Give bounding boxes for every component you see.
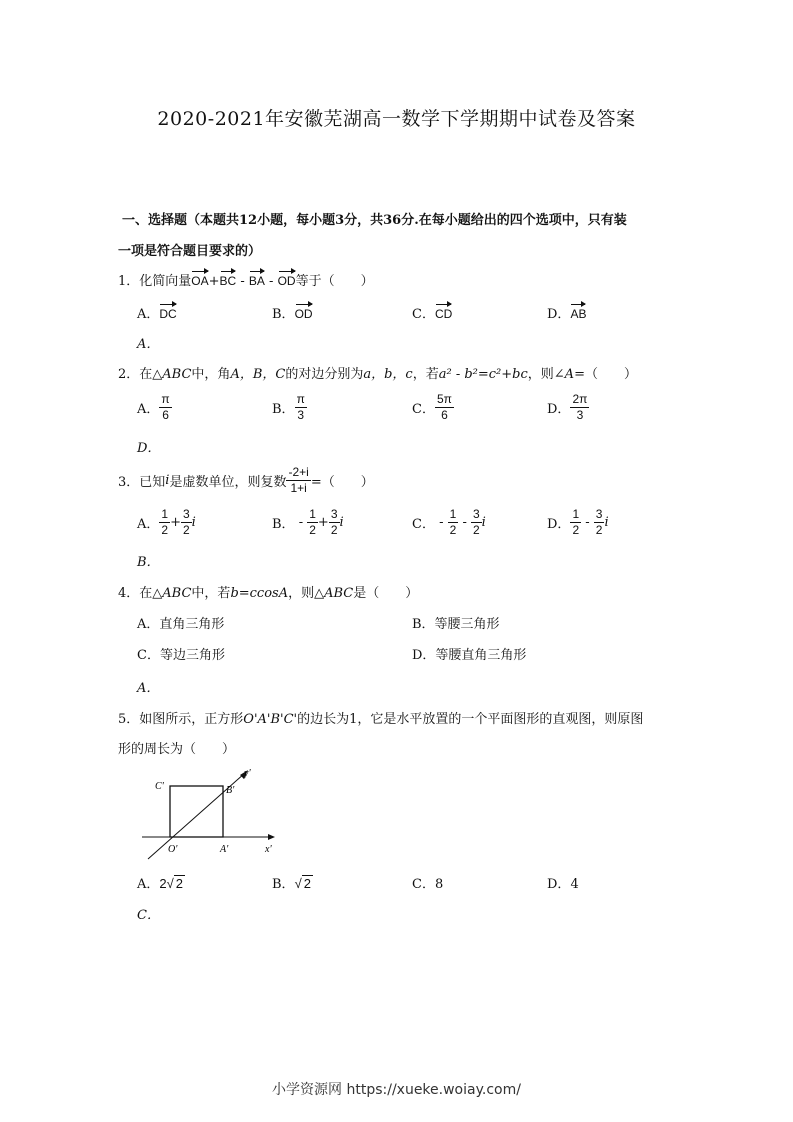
label-y: y' [244,768,251,779]
q1-option-a: A．DC [137,301,177,322]
label-c: C' [155,781,164,792]
q5-answer: C． [137,908,160,923]
q5-option-b: B．√ 2 [272,876,311,892]
question-5-line1: 5．如图所示，正方形O'A'B'C'的边长为1，它是水平放置的一个平面图形的直观图，则原图 [118,712,644,727]
question-4: 4．在△ABC中，若b=ccosA，则△ABC是（ ） [118,586,419,601]
q4-answer: A． [137,681,160,696]
vector-ba: BA [249,268,265,288]
q5-option-d: D．4 [547,877,579,892]
question-1: 1．化简向量OA+BC - BA - OD等于（ ） [118,268,374,289]
q2-option-d: D． $\frac{2\pi}{3}$ [547,392,588,422]
question-2: 2．在△ABC中，角A，B，C的对边分别为a，b，c，若a² - b²=c²+bc，则∠A=（ ） [118,367,637,382]
square-oabc [170,786,223,837]
q2-option-b: B． $\frac{\pi}{3}$ [272,392,305,422]
q4-option-d: D．等腰直角三角形 [412,648,527,663]
q3-option-d: D． $\frac{1}{2}$ - $\frac{3}{2}$ i [547,507,609,537]
vector-oa: OA [191,268,208,288]
q1-answer: A． [137,337,160,352]
q4-option-a: A．直角三角形 [137,617,225,632]
q3-option-b: B． - $\frac{1}{2}$ + $\frac{3}{2}$ i [272,507,344,537]
label-b: B' [226,785,235,796]
q5-option-a: A．2√ 2 [137,876,183,892]
q5-option-c: C．8 [412,877,444,892]
page-title: 2020-2021年安徽芜湖高一数学下学期期中试卷及答案 [157,108,636,130]
footer-watermark: 小学资源网 https://xueke.woiay.com/ [272,1082,521,1098]
oblique-square-figure [138,764,283,864]
vector-bc: BC [220,268,237,288]
section-heading-line2: 一项是符合题目要求的） [118,244,262,259]
q2-answer: D． [137,441,161,456]
question-3: 3．已知i是虚数单位，则复数 $\frac{-2+i}{1+i}$ =（ ） [118,465,374,495]
label-o: O' [168,844,178,855]
q3-answer: B． [137,555,160,570]
q1-option-d: D．AB [547,301,586,322]
q3-option-c: C． - $\frac{1}{2}$ - $\frac{3}{2}$ i [412,507,486,537]
label-a: A' [220,844,229,855]
q1-option-c: C．CD [412,301,452,322]
q4-option-b: B．等腰三角形 [412,617,500,632]
q2-option-a: A． $\frac{\pi}{6}$ [137,392,170,422]
q1-option-b: B．OD [272,301,313,322]
q4-option-c: C．等边三角形 [137,648,225,663]
q2-option-c: C． $\frac{5\pi}{6}$ [412,392,452,422]
question-5-line2: 形的周长为（ ） [118,742,236,757]
section-heading-line1: 一、选择题（本题共12小题，每小题3分，共36分.在每小题给出的四个选项中，只有装 [122,213,627,228]
x-axis-arrow [268,834,275,840]
q3-option-a: A． $\frac{1}{2}$ + $\frac{3}{2}$ i [137,507,196,537]
label-x: x' [265,844,272,855]
vector-od: OD [278,268,296,288]
